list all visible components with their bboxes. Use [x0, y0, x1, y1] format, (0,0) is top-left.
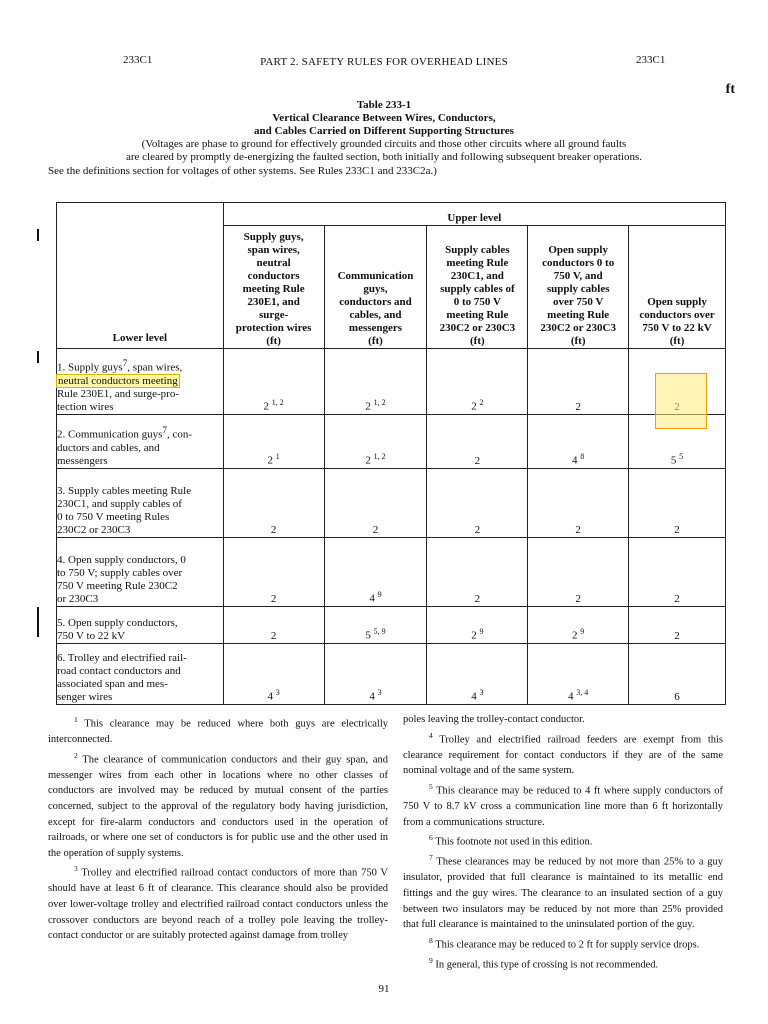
column-header-line: Communication	[337, 270, 414, 282]
row-label-line: 4. Open supply conductors, 0	[57, 554, 186, 566]
column-header-line: meeting Rule	[446, 257, 509, 269]
clearance-value-cell	[223, 469, 324, 538]
row-label	[57, 349, 224, 415]
row-label-line: 0 to 750 V meeting Rules	[57, 511, 170, 523]
clearance-value: 4	[369, 593, 375, 605]
column-header-line: supply cables of	[440, 283, 515, 295]
column-header-line: meeting Rule	[446, 309, 509, 321]
clearance-value: 2	[572, 630, 578, 642]
clearance-value-cell	[223, 415, 324, 469]
row-label-line: road contact conductors and	[57, 665, 181, 677]
footnote-number: 6	[429, 833, 433, 843]
page-number: 91	[378, 983, 390, 995]
clearance-value: 2	[372, 524, 379, 536]
column-header-line: 230C1, and	[450, 270, 504, 282]
change-bar	[37, 229, 39, 241]
footnote-ref: 3, 4	[576, 688, 589, 698]
column-header-line: 750 V, and	[553, 270, 603, 282]
clearance-value-cell	[427, 607, 528, 644]
clearance-value: 2	[474, 455, 481, 467]
clearance-value-cell	[427, 644, 528, 705]
row-label-line	[57, 375, 223, 388]
column-header-line: Supply cables	[445, 244, 510, 256]
column-header	[629, 226, 726, 349]
clearance-value-cell	[324, 538, 427, 607]
footnote-number: 9	[429, 955, 433, 965]
clearance-value-cell	[629, 538, 726, 607]
lower-level-header-cell	[57, 203, 224, 349]
table-note-line-1: (Voltages are phase to ground for effectively grounded circuits and those other circuits where all ground faults	[141, 138, 627, 150]
footnote-text: The clearance of communication conductors and their guy span, and messenger wires from each other in locations where no other classes of conductors are involved may be reduced by mutual consent of the parties concerned, subject to the approval of the regulatory body having jurisdiction, except for fire-alarm conductors and conductors used in the operation of railroads, or where one set of conductors is for public use and the other used in the operation of supply systems.	[48, 754, 388, 859]
clearance-value-cell	[223, 644, 324, 705]
footnote-ref: 9	[479, 627, 484, 637]
table-title-line-1: Vertical Clearance Between Wires, Conductors,	[272, 112, 496, 124]
row-label-line: 230C1, and supply cables of	[57, 498, 182, 510]
clearance-value-cell	[528, 469, 629, 538]
footnote-ref: 8	[580, 452, 585, 462]
row-label	[57, 607, 224, 644]
clearance-value-cell	[629, 469, 726, 538]
column-header-line: 230C2 or 230C3	[540, 322, 616, 334]
footnote-text: These clearances may be reduced by not more than 25% to a guy insulator, provided that full clearance is maintained to its metallic end fittings and the guy wires. The clearance to an insulated section of a guy between two insulators may be reduced by not more than 25% provided that full clearance is maintained to the uninsulated portion of the guy.	[403, 856, 723, 931]
footnote	[403, 728, 723, 779]
table-row	[57, 644, 726, 705]
footnote-number: 4	[429, 730, 433, 740]
footnote-text: In general, this type of crossing is not recommended.	[435, 959, 659, 971]
clearance-value: 2	[674, 593, 680, 605]
footnote-ref: 3	[377, 688, 382, 698]
table-note-line-3: See the definitions section for voltages of other systems. See Rules 233C1 and 233C2a.)	[48, 165, 437, 177]
clearance-value: 2	[575, 524, 581, 536]
clearance-value-cell	[528, 415, 629, 469]
footnote-ref: 9	[377, 590, 382, 600]
table-row	[57, 469, 726, 538]
column-header-line: (ft)	[470, 335, 485, 347]
footnote-ref: 7	[122, 358, 128, 369]
clearance-value-cell	[324, 607, 427, 644]
clearance-value: 4	[471, 691, 477, 703]
footnote-ref: 9	[580, 627, 585, 637]
column-header-line: Supply guys,	[243, 231, 304, 243]
unit-mark: ft	[725, 82, 735, 97]
row-label-text: , con-	[167, 429, 193, 441]
clearance-value: 2	[365, 455, 371, 467]
clearance-value-cell	[324, 644, 427, 705]
column-header-line: (ft)	[669, 335, 685, 347]
footnote	[403, 712, 723, 728]
footnote-ref: 3	[479, 688, 484, 698]
row-label-line: to 750 V; supply cables over	[57, 567, 183, 579]
clearance-value-cell	[528, 538, 629, 607]
footnote	[403, 779, 723, 830]
clearance-value-cell	[528, 607, 629, 644]
row-label-line: 6. Trolley and electrified rail-	[57, 652, 187, 664]
footnote-number: 2	[74, 750, 78, 760]
clearance-value: 4	[267, 691, 273, 703]
column-header-line: cables, and	[349, 309, 402, 321]
column-header-line: surge-	[258, 309, 289, 321]
change-bar	[37, 351, 39, 363]
clearance-value: 2	[263, 401, 269, 413]
clearance-value: 2	[270, 630, 277, 642]
footnote-number: 1	[74, 715, 78, 724]
clearance-value-cell	[324, 469, 427, 538]
row-label-line: associated span and mes-	[57, 678, 168, 690]
clearance-value: 2	[270, 593, 277, 605]
clearance-value: 6	[674, 691, 680, 703]
footnote-ref: 1, 2	[373, 452, 386, 462]
clearance-value-cell	[324, 415, 427, 469]
row-label-line: 230C2 or 230C3	[57, 524, 131, 536]
clearance-value-cell	[427, 415, 528, 469]
clearance-value-cell	[223, 349, 324, 415]
table-row	[57, 538, 726, 607]
clearance-value-cell	[427, 538, 528, 607]
column-header-line: conductors and	[339, 296, 412, 308]
row-label-line	[57, 424, 223, 442]
column-header	[223, 226, 324, 349]
table-note-line-2: are cleared by promptly de-energizing the faulted section, both initially and following subsequent breaker operations.	[125, 151, 643, 163]
column-header-line: 750 V to 22 kV	[642, 322, 712, 334]
footnote	[403, 933, 723, 953]
clearance-value-cell	[629, 607, 726, 644]
clearance-value: 4	[369, 691, 375, 703]
row-label-line: or 230C3	[57, 593, 99, 605]
table-row	[57, 349, 726, 415]
column-header-line: (ft)	[570, 335, 586, 347]
footnotes-left-column	[48, 712, 388, 944]
clearance-value: 5	[670, 455, 677, 467]
column-header-line: Open supply	[647, 296, 707, 308]
clearance-value-cell	[223, 538, 324, 607]
clearance-value: 2	[471, 401, 477, 413]
row-label	[57, 415, 224, 469]
footnote-ref: 1, 2	[271, 398, 284, 408]
column-header-line: over 750 V	[553, 296, 604, 308]
clearance-value-cell	[629, 644, 726, 705]
clearance-value: 2	[267, 455, 273, 467]
clearance-value: 4	[572, 455, 578, 467]
clearance-value: 2	[474, 524, 481, 536]
column-header-line: meeting Rule	[242, 283, 305, 295]
footnote-ref: 2	[479, 398, 484, 408]
clearance-value: 2	[471, 630, 477, 642]
header-part-title: PART 2. SAFETY RULES FOR OVERHEAD LINES	[260, 56, 508, 68]
footnote	[48, 748, 388, 862]
footnote-ref: 3	[275, 688, 280, 698]
column-header-line: 230E1, and	[247, 296, 300, 308]
clearance-value-cell	[528, 349, 629, 415]
column-header	[528, 226, 629, 349]
footnote-number: 3	[74, 864, 78, 874]
clearance-value-cell	[324, 349, 427, 415]
row-label-text: , span wires,	[127, 362, 183, 374]
footnote-text: This clearance may be reduced to 2 ft for supply service drops.	[435, 939, 700, 951]
row-label-line: messengers	[57, 455, 108, 467]
table-row	[57, 415, 726, 469]
clearance-value: 2	[474, 593, 481, 605]
row-label-line: senger wires	[57, 691, 113, 703]
clearance-value: 4	[568, 691, 574, 703]
header-section-left: 233C1	[123, 54, 153, 66]
column-header-line: messengers	[348, 322, 403, 334]
footnote-ref: 1, 2	[373, 398, 386, 408]
footnote-text: poles leaving the trolley-contact conductor.	[403, 714, 585, 725]
row-label-line: Rule 230E1, and surge-pro-	[57, 388, 179, 400]
column-header-line: protection wires	[235, 322, 312, 334]
column-header-line: (ft)	[368, 335, 383, 347]
footnotes-right-column	[403, 712, 723, 973]
footnote-ref: 5	[679, 452, 684, 462]
column-header	[427, 226, 528, 349]
footnote-ref: 5, 9	[373, 627, 386, 637]
column-header	[324, 226, 427, 349]
change-bar	[37, 607, 39, 637]
footnote	[403, 953, 723, 973]
footnote-text: Trolley and electrified railroad feeders are exempt from this clearance requirement for contact conductors if they are of the same nominal voltage and of the same system.	[403, 734, 723, 777]
footnote-text: Trolley and electrified railroad contact conductors of more than 750 V should have at least 6 ft of clearance. This clearance should also be provided over lower-voltage trolley and electrified railroad contact conductors unless the crossover conductors are beyond reach of a trolley pole leaving the trolley-contact conductor or are suitably protected against damage from trolley	[48, 867, 388, 942]
column-header-line: 0 to 750 V	[453, 296, 501, 308]
clearance-value-cell	[223, 607, 324, 644]
column-header-line: guys,	[363, 283, 388, 295]
footnote-number: 7	[429, 853, 433, 863]
clearance-value: 2	[575, 401, 581, 413]
column-header-line: Open supply	[548, 244, 608, 256]
clearance-value: 2	[365, 401, 371, 413]
column-header-line: conductors over	[639, 309, 715, 321]
footnote-text: This footnote not used in this edition.	[435, 836, 593, 848]
clearance-value-cell	[427, 469, 528, 538]
footnote-number: 5	[429, 781, 433, 791]
footnote	[48, 712, 388, 748]
header-section-right: 233C1	[636, 54, 666, 66]
clearance-value-cell	[528, 644, 629, 705]
highlighted-text: neutral conductors meeting	[58, 375, 178, 387]
footnote	[403, 830, 723, 850]
footnote-ref: 1	[275, 452, 280, 462]
footnote-text: This clearance may be reduced to 4 ft where supply conductors of 750 V to 8.7 kV cross a communication line more than 6 ft horizontally from a communications structure.	[403, 785, 724, 828]
column-header-line: span wires,	[247, 244, 300, 256]
lower-level-label: Lower level	[112, 332, 168, 344]
row-label	[57, 538, 224, 607]
clearance-value: 5	[365, 630, 371, 642]
highlight-box	[655, 373, 707, 429]
row-label-line: 5. Open supply conductors,	[57, 617, 178, 629]
row-label-line: ductors and cables, and	[57, 442, 160, 454]
upper-level-label: Upper level	[223, 203, 725, 226]
clearance-value-cell	[427, 349, 528, 415]
row-label-line: tection wires	[57, 401, 114, 413]
row-label-line: 750 V to 22 kV	[57, 630, 126, 642]
row-label-line: 3. Supply cables meeting Rule	[57, 485, 192, 497]
column-header-line: neutral	[256, 257, 291, 269]
row-label	[57, 469, 224, 538]
column-header-line: conductors 0 to	[542, 257, 615, 269]
footnote-text: This clearance may be reduced where both guys are electrically interconnected.	[48, 718, 388, 746]
clearance-value: 2	[674, 630, 680, 642]
row-label	[57, 644, 224, 705]
column-header-line: conductors	[247, 270, 300, 282]
column-header-line: meeting Rule	[547, 309, 610, 321]
column-header-line: (ft)	[266, 335, 281, 347]
table-row	[57, 607, 726, 644]
column-header-line: supply cables	[546, 283, 610, 295]
row-label-line	[57, 357, 223, 375]
column-header-line: 230C2 or 230C3	[439, 322, 516, 334]
clearance-table	[56, 202, 726, 705]
row-label-line: 750 V meeting Rule 230C2	[57, 580, 178, 592]
clearance-value: 2	[270, 524, 277, 536]
table-number: Table 233-1	[356, 99, 412, 111]
footnote-ref: 7	[162, 425, 167, 436]
table-title-line-2: and Cables Carried on Different Supporting Structures	[254, 125, 514, 137]
footnote	[48, 861, 388, 943]
footnote-number: 8	[429, 935, 433, 945]
row-label-text: 1. Supply guys	[57, 362, 123, 374]
row-label-text: 2. Communication guys	[57, 429, 163, 441]
clearance-value: 2	[674, 524, 680, 536]
clearance-value: 2	[575, 593, 581, 605]
footnote	[403, 850, 723, 932]
